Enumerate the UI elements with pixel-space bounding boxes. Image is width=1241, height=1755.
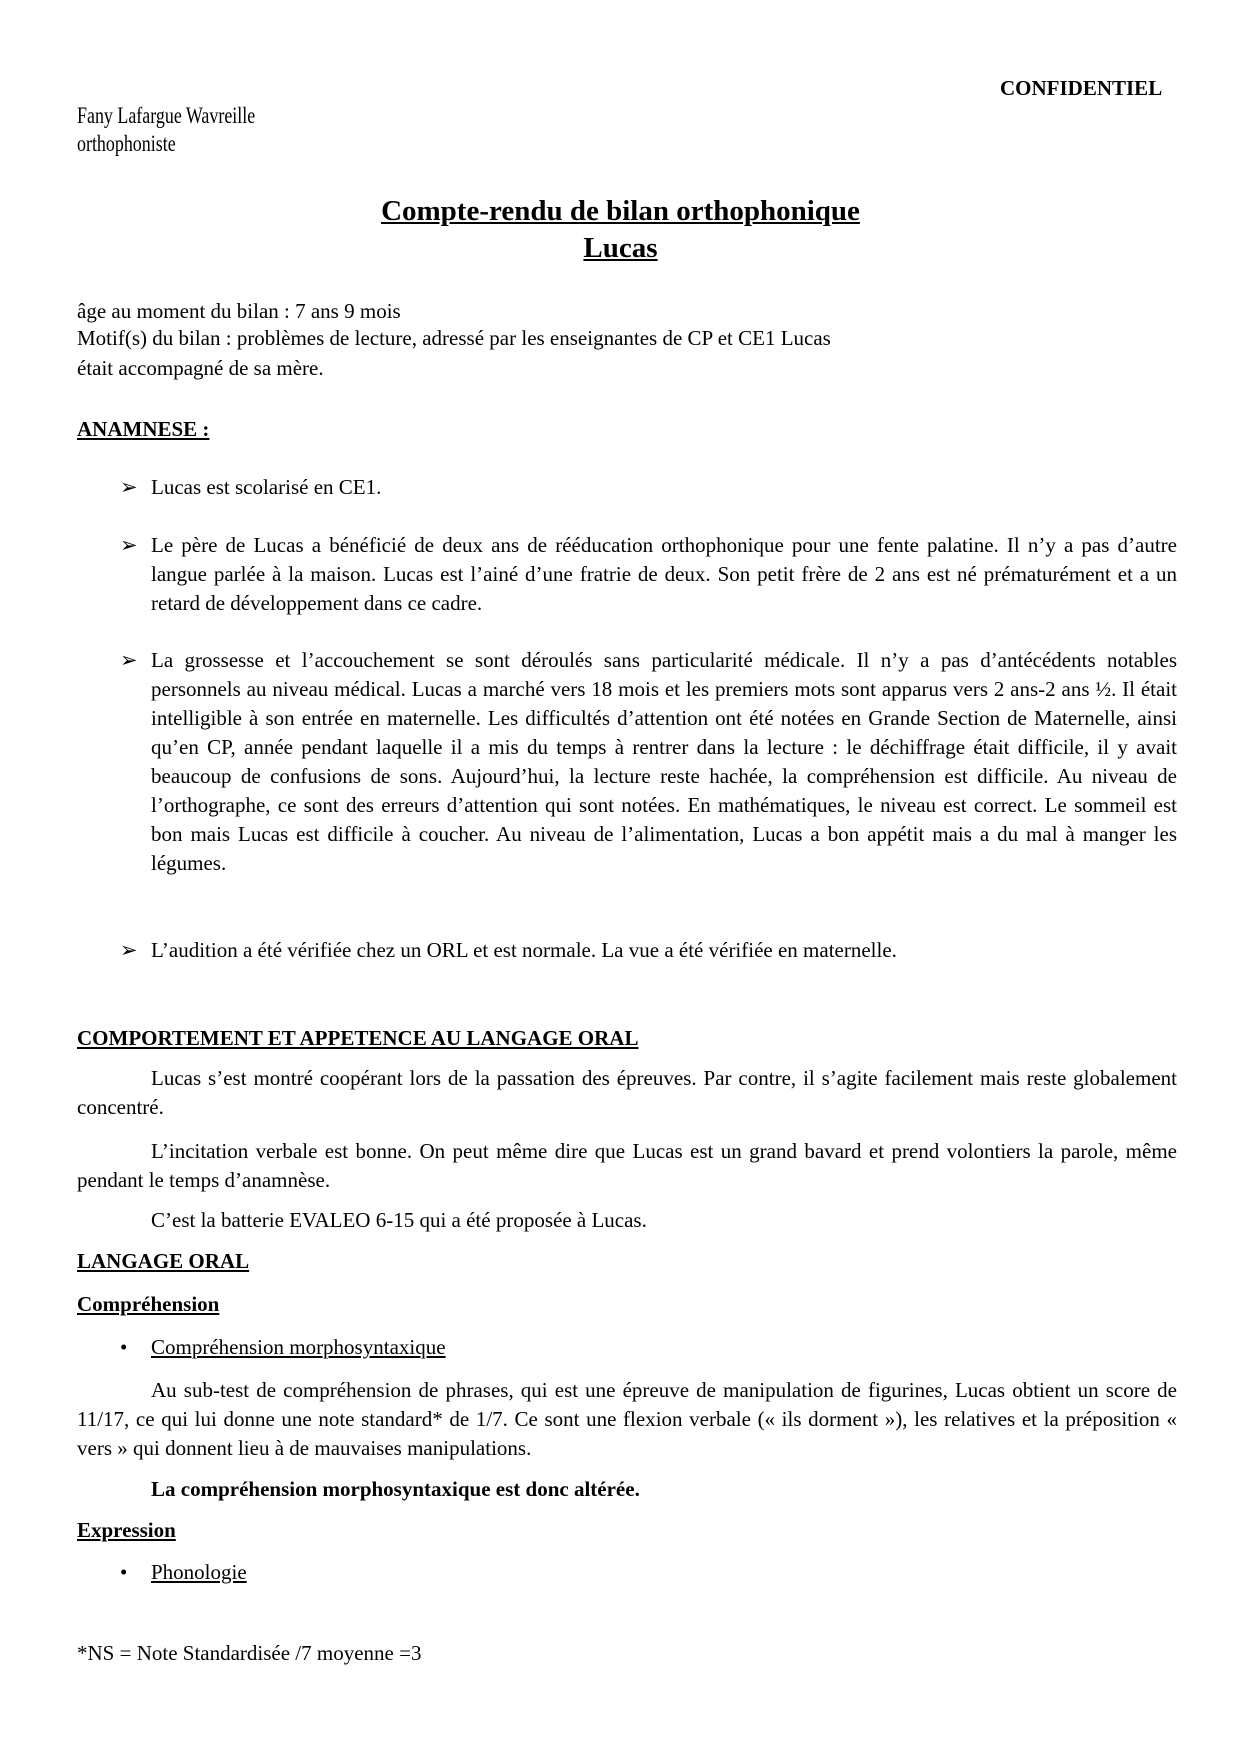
age-line: âge au moment du bilan : 7 ans 9 mois xyxy=(77,299,401,323)
arrow-bullet-icon: ➢ xyxy=(120,648,138,672)
arrow-bullet-icon: ➢ xyxy=(120,533,138,557)
anamnese-item: ➢ Lucas est scolarisé en CE1. xyxy=(151,473,1177,502)
anamnese-item: ➢ L’audition a été vérifiée chez un ORL et est normale. La vue a été vérifiée en maternelle. xyxy=(151,936,1177,965)
comportement-paragraph: L’incitation verbale est bonne. On peut même dire que Lucas est un grand bavard et prend volontiers la parole, même pendant le temps d’anamnèse. xyxy=(77,1139,1177,1192)
motif-line: Motif(s) du bilan : problèmes de lecture, adressé par les enseignantes de CP et CE1 Lucas xyxy=(77,326,831,350)
confidential-label: CONFIDENTIEL xyxy=(1000,76,1163,100)
comprehension-item: • Compréhension morphosyntaxique xyxy=(151,1333,1177,1362)
author-role: orthophoniste xyxy=(77,131,176,156)
expression-heading: Expression xyxy=(77,1518,176,1542)
expression-item: • Phonologie xyxy=(151,1558,1177,1587)
comprehension-paragraph: Au sub-test de compréhension de phrases, qui est une épreuve de manipulation de figurines, Lucas obtient un score de 11/17, ce qui lui donne une note standard* de 1/7. Ce sont une flexion verbale (« ils dorment »), les relatives et la préposition « vers » qui donnent lieu à de mauvaises manipulations. xyxy=(77,1378,1177,1460)
langage-oral-heading: LANGAGE ORAL xyxy=(77,1249,250,1273)
motif-line-2: était accompagné de sa mère. xyxy=(77,356,324,380)
arrow-bullet-icon: ➢ xyxy=(120,475,138,499)
arrow-bullet-icon: ➢ xyxy=(120,938,138,962)
comportement-heading: COMPORTEMENT ET APPETENCE AU LANGAGE ORAL xyxy=(77,1026,639,1050)
anamnese-item: ➢ Le père de Lucas a bénéficié de deux ans de rééducation orthophonique pour une fente palatine. Il n’y a pas d’autre langue parlée à la maison. Lucas est l’ainé d’une fratrie de deux. Son petit frère de 2 ans est né prématurément et a un retard de développement dans ce cadre. xyxy=(120,533,1177,615)
anamnese-item: ➢ La grossesse et l’accouchement se sont déroulés sans particularité médicale. Il n’y a pas d’antécédents notables personnels au niveau médical. Lucas a marché vers 18 mois et les premiers mots sont apparus vers 2 ans-2 ans ½. Il était intelligible à son entrée en maternelle. Les difficultés d’attention ont été notées en Grande Section de Maternelle, ainsi qu’en CP, année pendant laquelle il a mis du temps à rentrer dans la lecture : le déchiffrage était difficile, il y avait beaucoup de confusions de sons. Aujourd’hui, la lecture reste hachée, la compréhension est difficile. Au niveau de l’orthographe, ce sont des erreurs d’attention qui sont notées. En mathématiques, le niveau est correct. Le sommeil est bon mais Lucas est difficile à coucher. Au niveau de l’alimentation, Lucas a bon appétit mais a du mal à manger les légumes. xyxy=(120,648,1177,875)
document-title: Compte-rendu de bilan orthophonique xyxy=(381,195,860,227)
anamnese-heading: ANAMNESE : xyxy=(77,417,210,441)
author-name: Fany Lafargue Wavreille xyxy=(77,103,256,128)
comprehension-heading: Compréhension xyxy=(77,1292,220,1316)
comprehension-conclusion: La compréhension morphosyntaxique est donc altérée. xyxy=(151,1477,640,1501)
footnote: *NS = Note Standardisée /7 moyenne =3 xyxy=(77,1641,422,1665)
comportement-paragraph: C’est la batterie EVALEO 6-15 qui a été proposée à Lucas. xyxy=(151,1208,647,1232)
comportement-paragraph: Lucas s’est montré coopérant lors de la passation des épreuves. Par contre, il s’agite facilement mais reste globalement concentré. xyxy=(77,1066,1177,1119)
patient-name-title: Lucas xyxy=(583,232,658,264)
dot-bullet-icon: • xyxy=(120,1560,128,1584)
dot-bullet-icon: • xyxy=(120,1335,128,1359)
